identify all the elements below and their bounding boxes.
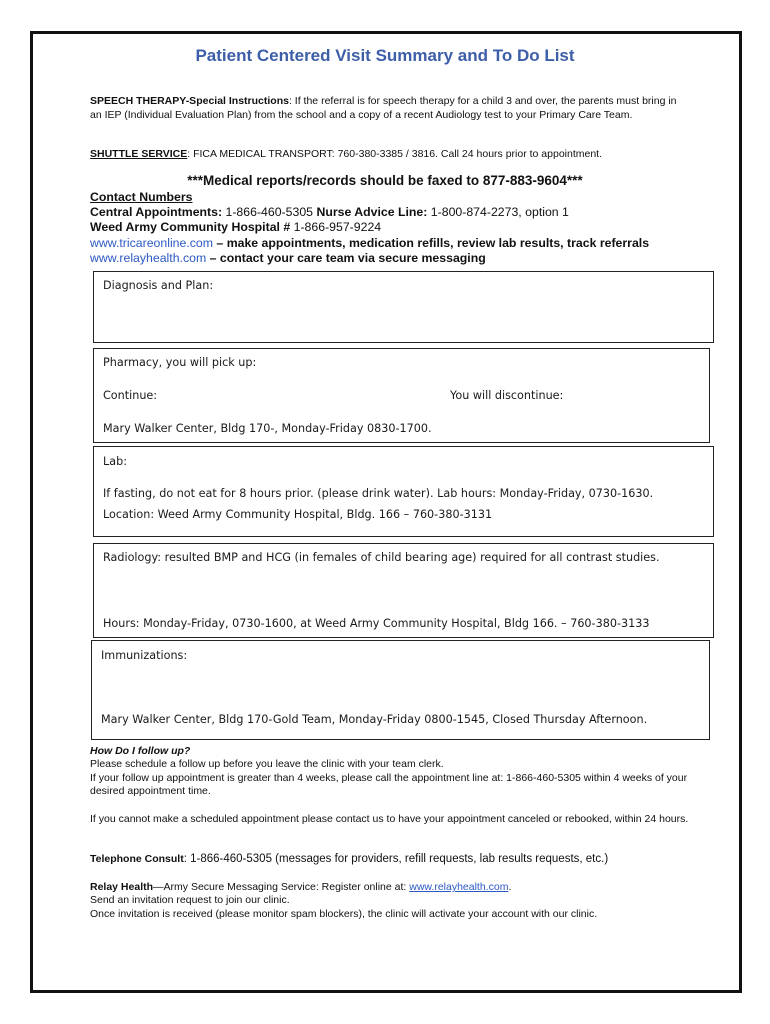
radiology-hours: Hours: Monday-Friday, 0730-1600, at Weed Army Community Hospital, Bldg 166. – 760-380-3133 <box>103 617 650 630</box>
shuttle-service-text: : FICA MEDICAL TRANSPORT: 760-380-3385 / 3816. Call 24 hours prior to appointment. <box>187 148 603 160</box>
speech-therapy-label: SPEECH THERAPY-Special Instructions <box>90 95 289 107</box>
contact-line-central <box>90 205 730 220</box>
shuttle-service-label: SHUTTLE SERVICE <box>90 148 188 160</box>
telephone-consult-text: : 1-866-460-5305 (messages for providers, refill requests, lab results requests, etc.) <box>183 853 609 865</box>
pharmacy-discontinue: You will discontinue: <box>450 389 564 402</box>
followup-heading: How Do I follow up? <box>90 745 191 757</box>
tricare-link[interactable]: www.tricareonline.com <box>90 235 214 250</box>
nurse-advice-label: Nurse Advice Line: <box>316 205 428 220</box>
pharmacy-box <box>93 348 710 443</box>
radiology-text: Radiology: resulted BMP and HCG (in females of child bearing age) required for all contrast studies. <box>103 551 660 564</box>
immunizations-title: Immunizations: <box>101 649 188 662</box>
tricare-desc: – make appointments, medication refills, review lab results, track referrals <box>213 235 650 250</box>
followup-line1: Please schedule a follow up before you leave the clinic with your team clerk. <box>90 758 444 771</box>
relay-health-line1 <box>90 881 690 894</box>
lab-box <box>93 446 714 537</box>
telephone-consult <box>90 853 690 866</box>
relay-health-section <box>90 881 690 921</box>
diagnosis-label: Diagnosis and Plan: <box>103 279 214 292</box>
relay-health-text: —Army Secure Messaging Service: Register online at: <box>153 881 410 893</box>
fax-notice: ***Medical reports/records should be faxed to 877-883-9604*** <box>187 173 583 188</box>
relayhealth-desc: – contact your care team via secure messaging <box>206 250 486 265</box>
pharmacy-title: Pharmacy, you will pick up: <box>103 356 257 369</box>
nurse-advice-number: 1-800-874-2273, option 1 <box>427 205 569 220</box>
relay-health-period: . <box>508 881 512 893</box>
pharmacy-location: Mary Walker Center, Bldg 170-, Monday-Friday 0830-1700. <box>103 422 432 435</box>
relay-health-line3: Once invitation is received (please monitor spam blockers), the clinic will activate your account with our clinic. <box>90 907 598 920</box>
relay-health-line2: Send an invitation request to join our clinic. <box>90 894 290 907</box>
cancel-notice: If you cannot make a scheduled appointment please contact us to have your appointment canceled or rebooked, within 24 hours. <box>90 813 689 825</box>
speech-therapy-instructions <box>90 95 690 122</box>
contact-line-weed <box>90 220 730 235</box>
diagnosis-box <box>93 271 714 343</box>
followup-section <box>90 745 690 799</box>
immunizations-box <box>91 640 710 740</box>
followup-line2: If your follow up appointment is greater than 4 weeks, please call the appointment line at: 1-866-460-5305 within 4 weeks of your desired appointment time. <box>90 771 688 798</box>
contact-numbers <box>90 190 730 266</box>
contact-line-tricare <box>90 236 730 251</box>
page-title: Patient Centered Visit Summary and To Do List <box>195 46 575 65</box>
shuttle-service <box>90 148 690 162</box>
weed-hospital-label: Weed Army Community Hospital # <box>90 220 291 235</box>
lab-title: Lab: <box>103 455 127 468</box>
pharmacy-continue: Continue: <box>103 389 158 402</box>
relayhealth-link[interactable]: www.relayhealth.com <box>90 250 207 265</box>
central-appointments-number: 1-866-460-5305 <box>222 205 317 220</box>
relay-health-label: Relay Health <box>90 881 154 893</box>
lab-location: Location: Weed Army Community Hospital, Bldg. 166 – 760-380-3131 <box>103 508 493 521</box>
contact-heading: Contact Numbers <box>90 190 193 204</box>
immunizations-location: Mary Walker Center, Bldg 170-Gold Team, Monday-Friday 0800-1545, Closed Thursday Afternoon. <box>101 713 648 726</box>
central-appointments-label: Central Appointments: <box>90 205 223 220</box>
telephone-consult-label: Telephone Consult <box>90 853 184 865</box>
weed-hospital-number: 1-866-957-9224 <box>290 220 382 235</box>
relay-health-link[interactable]: www.relayhealth.com <box>409 881 509 893</box>
lab-fasting: If fasting, do not eat for 8 hours prior. (please drink water). Lab hours: Monday-Friday, 0730-1630. <box>103 487 654 500</box>
radiology-box <box>93 543 714 638</box>
speech-therapy-text: : If the referral is for speech therapy for a child 3 and over, the parents must bring in an IEP (Individual Evaluation Plan) from the school and a copy of a recent Audiology test to your Primary Care Team. <box>90 95 677 121</box>
contact-line-relay <box>90 251 730 266</box>
